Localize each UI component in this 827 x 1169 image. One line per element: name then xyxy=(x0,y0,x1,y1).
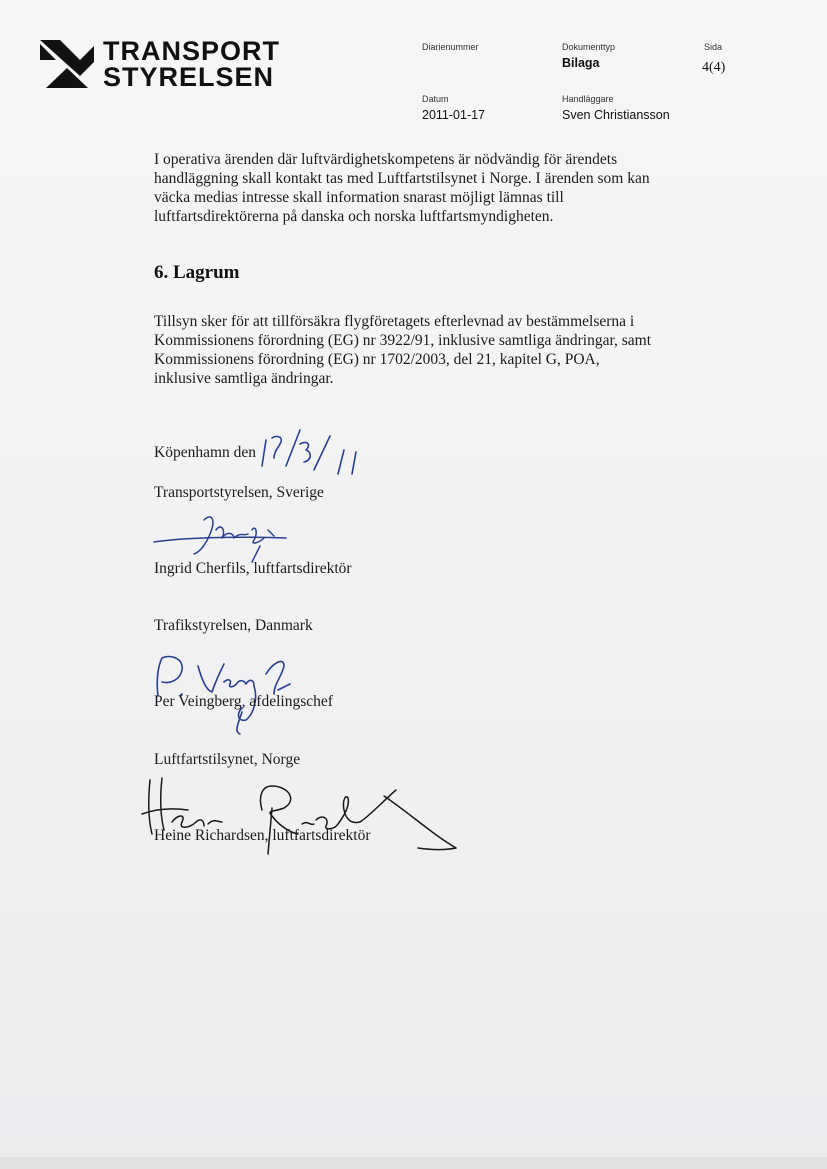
signatory-name-heine-richardsen: Heine Richardsen, luftfartsdirektör xyxy=(154,827,371,844)
place-date-label: Köpenhamn den xyxy=(154,444,257,461)
logo-text-line1: TRANSPORT xyxy=(103,36,280,66)
section-heading-lagrum: 6. Lagrum xyxy=(154,262,240,283)
sida-label: Sida xyxy=(704,42,723,52)
transportstyrelsen-logo xyxy=(40,36,280,92)
signatory-name-per-veingberg: Per Veingberg, afdelingschef xyxy=(154,693,333,710)
dokumenttyp-value: Bilaga xyxy=(562,56,600,70)
logo-text-line2: STYRELSEN xyxy=(103,62,275,92)
signatory-authority-norway: Luftfartstilsynet, Norge xyxy=(154,751,301,768)
diarienummer-label: Diarienummer xyxy=(422,42,479,52)
datum-value: 2011-01-17 xyxy=(422,108,486,122)
handwritten-date-stamp xyxy=(256,426,366,484)
handlaggare-value: Sven Christiansson xyxy=(562,108,670,122)
signatory-name-ingrid-cherfils: Ingrid Cherfils, luftfartsdirektör xyxy=(154,560,352,577)
signatory-authority-denmark: Trafikstyrelsen, Danmark xyxy=(154,617,313,634)
dokumenttyp-label: Dokumenttyp xyxy=(562,42,616,52)
signatory-authority-sweden: Transportstyrelsen, Sverige xyxy=(154,484,324,501)
logo-mark-icon xyxy=(40,40,94,88)
signature-ingrid-cherfils xyxy=(150,508,290,568)
page-bottom-edge xyxy=(0,1157,827,1169)
handlaggare-label: Handläggare xyxy=(562,94,614,104)
sida-value: 4(4) xyxy=(702,60,726,75)
paragraph-operativa-arenden: I operativa ärenden där luftvärdighetskompetens är nödvändig för ärendets handläggning skall kontakt tas med Luftfartstilsynet i Norge. I ärenden som kan väcka medias intresse skall information snarast möjligt lämnas till luftfartsdirektörerna på danska och norska luftfartsmyndigheten. xyxy=(154,151,650,225)
datum-label: Datum xyxy=(422,94,449,104)
paragraph-tillsyn: Tillsyn sker för att tillförsäkra flygföretagets efterlevnad av bestämmelserna i Kommissionens förordning (EG) nr 3922/91, inklusive samtliga ändringar, samt Kommissionens förordning (EG) nr 1702/2003, del 21, kapitel G, POA, inklusive samtliga ändringar. xyxy=(154,313,652,387)
